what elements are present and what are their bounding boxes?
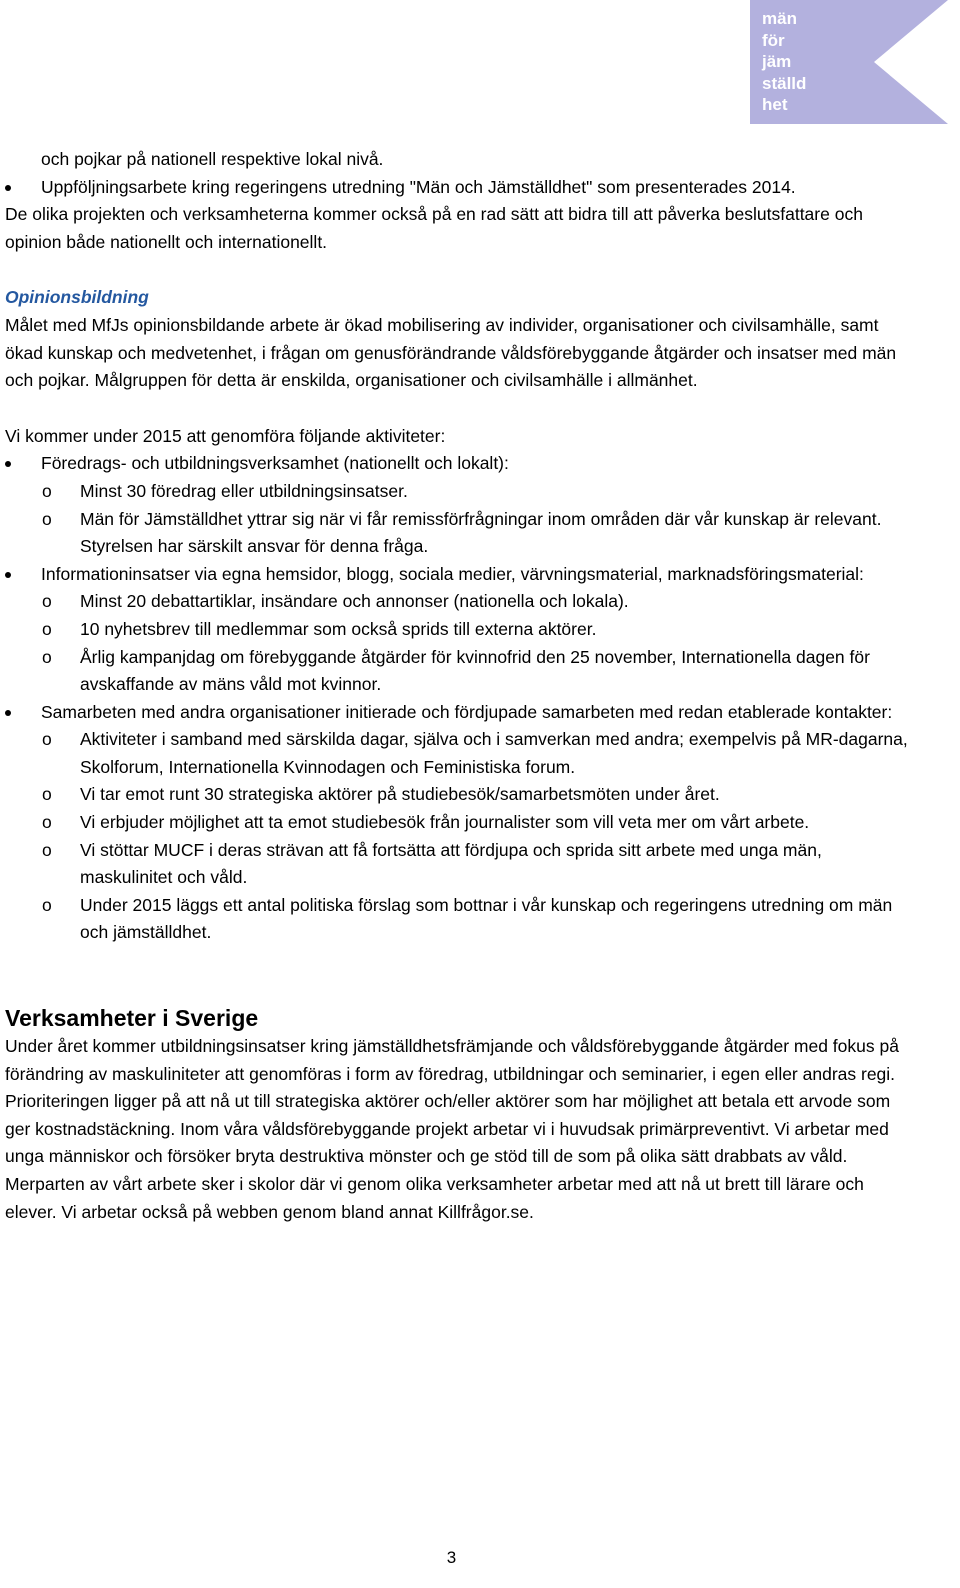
- document-body: [5, 146, 910, 1226]
- bullet-icon: [5, 710, 11, 716]
- list-item-text: Uppföljningsarbete kring regeringens utredning "Män och Jämställdhet" som presenterades 2014.: [41, 176, 796, 197]
- activities-list: [5, 450, 910, 478]
- sub-list-item: [5, 837, 910, 892]
- sub-list-item: [5, 478, 910, 506]
- sub-list-item-text: Vi stöttar MUCF i deras strävan att få fortsätta att fördjupa och sprida sitt arbete med unga män, maskulinitet och våld.: [80, 839, 822, 888]
- sub-list-item: [5, 588, 910, 616]
- circle-bullet-icon: o: [42, 480, 52, 501]
- logo-line: het: [762, 95, 788, 114]
- circle-bullet-icon: o: [42, 508, 52, 529]
- bullet-icon: [5, 572, 11, 578]
- logo-line: män: [762, 9, 797, 28]
- sub-list-item-text: Minst 30 föredrag eller utbildningsinsatser.: [80, 480, 408, 501]
- sub-list-item: [5, 726, 910, 781]
- circle-bullet-icon: o: [42, 812, 52, 833]
- list-item: [5, 450, 910, 478]
- list-item: [5, 699, 910, 727]
- list-continuation-text: och pojkar på nationell respektive lokal nivå.: [41, 149, 384, 169]
- sub-list-item-text: Minst 20 debattartiklar, insändare och annonser (nationella och lokala).: [80, 591, 629, 612]
- logo-wordmark: [762, 8, 806, 116]
- circle-bullet-icon: o: [42, 618, 52, 639]
- sub-list: [5, 588, 910, 698]
- circle-bullet-icon: o: [42, 839, 52, 860]
- intro-bullet-list: [5, 174, 910, 202]
- sub-list-item: [5, 892, 910, 947]
- bullet-icon: [5, 185, 11, 191]
- logo-line: jäm: [762, 52, 792, 71]
- circle-bullet-icon: o: [42, 729, 52, 750]
- sub-list-item: [5, 616, 910, 644]
- bullet-icon: [5, 461, 11, 467]
- sub-list-item: [5, 781, 910, 809]
- circle-bullet-icon: o: [42, 784, 52, 805]
- section-heading-verksamheter-i-sverige: Verksamheter i Sverige: [5, 1005, 259, 1032]
- sub-list-item: [5, 809, 910, 837]
- sub-list-item: [5, 644, 910, 699]
- sweden-paragraph: Under året kommer utbildningsinsatser kring jämställdhetsfrämjande och våldsförebyggande åtgärder med fokus på förändring av maskuliniteter att genomföras i form av föredrag, utbildningar och seminarier, i egen eller andras regi. Prioriteringen ligger på att nå ut till strategiska aktörer och/eller aktörer som har möjlighet att betala ett arvode som ger kostnadstäckning. Inom våra våldsförebyggande projekt arbetar vi i huvudsak primärpreventivt. Vi arbetar med unga människor och försöker bryta destruktiva mönster och ge stöd till de som på olika sätt drabbats av våld. Merparten av vårt arbete sker i skolor där vi genom olika verksamheter arbetar med att nå ut brett till lärare och elever. Vi arbetar också på webben genom bland annat Killfrågor.se.: [5, 1036, 899, 1222]
- page-number: 3: [446, 1548, 457, 1567]
- sub-list-item-text: Män för Jämställdhet yttrar sig när vi får remissförfrågningar inom områden där vår kunskap är relevant. Styrelsen har särskilt ansvar för denna fråga.: [80, 508, 882, 557]
- list-item-text: Samarbeten med andra organisationer initierade och fördjupade samarbeten med redan etablerade kontakter:: [41, 701, 893, 722]
- sub-list-item-text: Under 2015 läggs ett antal politiska förslag som bottnar i vår kunskap och regeringens utredning om män och jämställdhet.: [80, 894, 893, 943]
- circle-bullet-icon: o: [42, 646, 52, 667]
- sub-list-item-text: Vi erbjuder möjlighet att ta emot studiebesök från journalister som vill veta mer om vårt arbete.: [80, 812, 810, 833]
- activities-intro: Vi kommer under 2015 att genomföra följande aktiviteter:: [5, 425, 446, 446]
- section-heading-opinionsbildning: Opinionsbildning: [5, 287, 149, 308]
- circle-bullet-icon: o: [42, 894, 52, 915]
- activities-list: [5, 699, 910, 727]
- sub-list-item-text: Aktiviteter i samband med särskilda dagar, själva och i samverkan med andra; exempelvis på MR-dagarna, Skolforum, Internationella Kvinnodagen och Feministiska forum.: [80, 729, 908, 777]
- sub-list-item-text: Årlig kampanjdag om förebyggande åtgärder för kvinnofrid den 25 november, Internationella dagen för avskaffande av mäns våld mot kvinnor.: [80, 646, 870, 695]
- sub-list-item-text: Vi tar emot runt 30 strategiska aktörer på studiebesök/samarbetsmöten under året.: [80, 784, 720, 805]
- sub-list: [5, 726, 910, 947]
- list-item-text: Föredrags- och utbildningsverksamhet (nationellt och lokalt):: [41, 453, 509, 474]
- circle-bullet-icon: o: [42, 591, 52, 612]
- list-item-text: Informationinsatser via egna hemsidor, blogg, sociala medier, värvningsmaterial, marknadsföringsmaterial:: [41, 563, 864, 584]
- sub-list: [5, 478, 910, 561]
- sub-list-item-text: 10 nyhetsbrev till medlemmar som också sprids till externa aktörer.: [80, 618, 597, 639]
- activities-list: [5, 561, 910, 589]
- sub-list-item: [5, 506, 910, 561]
- list-item: [5, 174, 910, 202]
- logo-line: ställd: [762, 73, 807, 93]
- list-item: [5, 561, 910, 589]
- opinion-paragraph: Målet med MfJs opinionsbildande arbete är ökad mobilisering av individer, organisationer och civilsamhälle, samt ökad kunskap och medvetenhet, i frågan om genusförändrande våldsförebyggande åtgärder och insatser med män och pojkar. Målgruppen för detta är enskilda, organisationer och civilsamhälle i allmänhet.: [5, 314, 897, 391]
- organization-logo: [750, 0, 960, 124]
- intro-paragraph: De olika projekten och verksamheterna kommer också på en rad sätt att bidra till att påverka beslutsfattare och opinion både nationellt och internationellt.: [5, 204, 863, 252]
- logo-line: för: [762, 30, 785, 50]
